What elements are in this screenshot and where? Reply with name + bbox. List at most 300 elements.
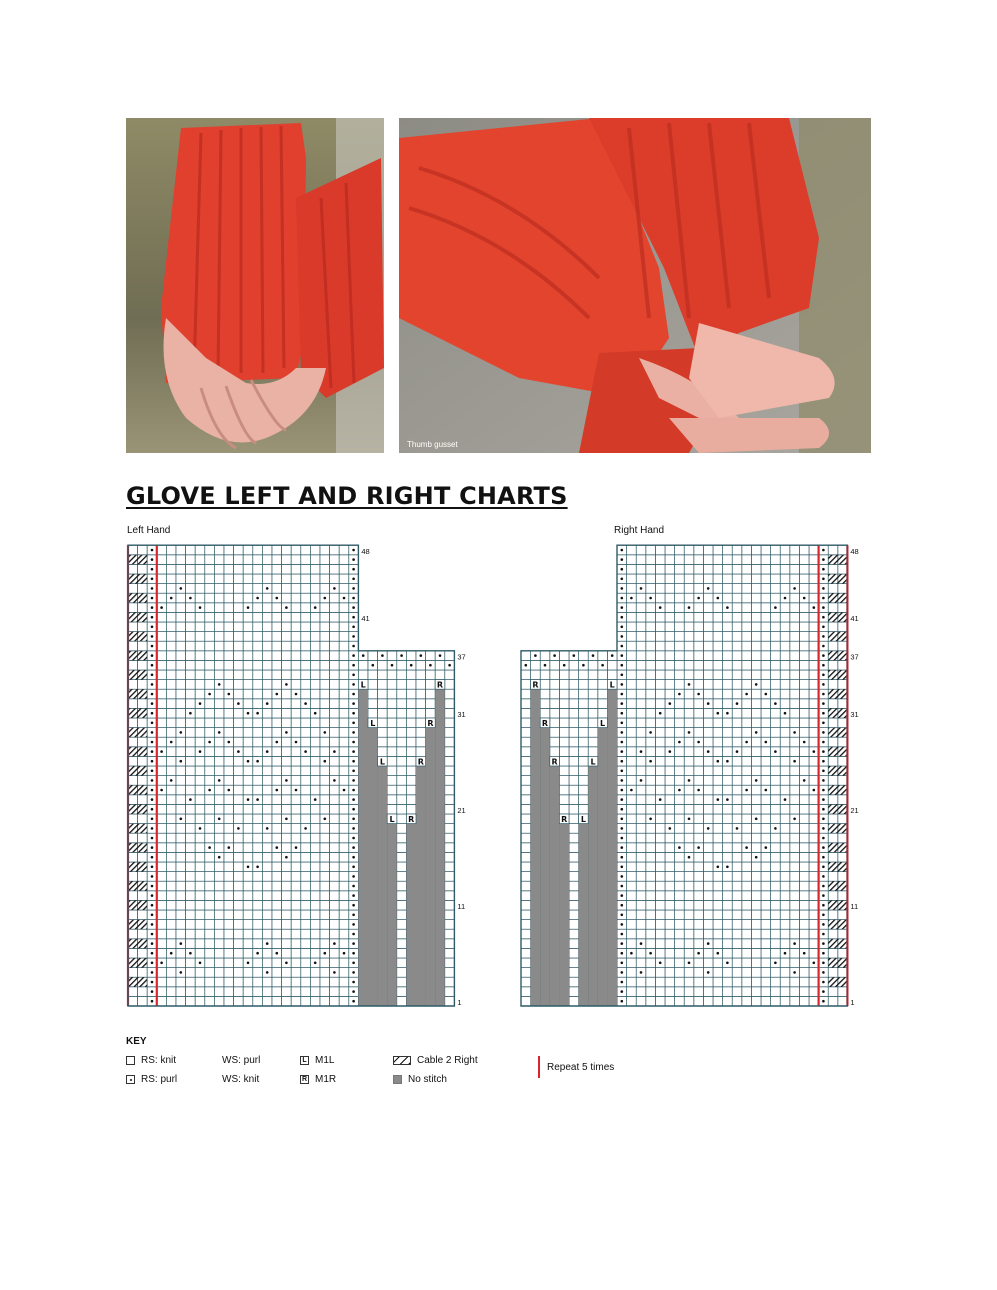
stitch-cell [521, 670, 531, 680]
stitch-cell [780, 910, 790, 920]
motif-purl-dot [256, 798, 259, 801]
cable-2-right-icon [128, 958, 147, 968]
stitch-cell [282, 929, 292, 939]
stitch-cell [703, 910, 713, 920]
stitch-cell [253, 910, 263, 920]
stitch-cell [694, 670, 704, 680]
stitch-cell [540, 680, 550, 690]
stitch-cell [214, 785, 224, 795]
stitch-cell [703, 660, 713, 670]
stitch-cell [224, 545, 234, 555]
stitch-cell [282, 622, 292, 632]
stitch-cell [243, 804, 253, 814]
purl-dot-icon [621, 923, 624, 926]
stitch-cell [310, 996, 320, 1006]
stitch-cell [166, 939, 176, 949]
stitch-cell [703, 804, 713, 814]
motif-purl-dot [333, 779, 336, 782]
purl-dot-icon [151, 827, 154, 830]
stitch-cell [799, 660, 809, 670]
stitch-cell [445, 872, 455, 882]
stitch-cell [646, 699, 656, 709]
stitch-cell [799, 785, 809, 795]
stitch-cell [195, 651, 205, 661]
purl-dot-icon [352, 750, 355, 753]
purl-dot-icon [352, 760, 355, 763]
purl-dot-icon [621, 626, 624, 629]
stitch-cell [330, 574, 340, 584]
stitch-cell [205, 996, 215, 1006]
stitch-cell [301, 555, 311, 565]
stitch-cell [790, 689, 800, 699]
stitch-cell [521, 680, 531, 690]
stitch-cell [742, 987, 752, 997]
stitch-cell [157, 920, 167, 930]
purl-dot-icon [151, 683, 154, 686]
stitch-cell [751, 977, 761, 987]
row-number: 11 [850, 902, 859, 911]
stitch-cell [559, 728, 569, 738]
motif-purl-dot [736, 702, 739, 705]
m1l-marker: L [590, 757, 596, 767]
purl-dot-icon [151, 693, 154, 696]
stitch-cell [214, 833, 224, 843]
stitch-cell [253, 564, 263, 574]
stitch-cell [282, 756, 292, 766]
stitch-cell [253, 804, 263, 814]
stitch-cell [742, 670, 752, 680]
stitch-cell [426, 680, 436, 690]
stitch-cell [157, 584, 167, 594]
stitch-cell [128, 737, 138, 747]
purl-dot-icon [352, 616, 355, 619]
stitch-cell [761, 660, 771, 670]
stitch-cell [665, 900, 675, 910]
stitch-cell [732, 958, 742, 968]
stitch-cell [272, 987, 282, 997]
stitch-cell [646, 891, 656, 901]
stitch-cell [186, 929, 196, 939]
purl-dot-icon [352, 808, 355, 811]
stitch-cell [646, 660, 656, 670]
stitch-cell [799, 632, 809, 642]
stitch-cell [234, 603, 244, 613]
stitch-cell [732, 564, 742, 574]
stitch-cell [253, 776, 263, 786]
stitch-cell [675, 891, 685, 901]
repeat-line-icon [538, 1056, 540, 1078]
stitch-cell [195, 766, 205, 776]
stitch-cell [579, 670, 589, 680]
purl-dot-icon [400, 654, 403, 657]
stitch-cell [780, 651, 790, 661]
stitch-cell [761, 891, 771, 901]
m1r-marker: R [408, 815, 415, 824]
stitch-cell [684, 632, 694, 642]
stitch-cell [723, 660, 733, 670]
stitch-cell [761, 939, 771, 949]
motif-purl-dot [180, 587, 183, 590]
stitch-cell [713, 785, 723, 795]
stitch-cell [771, 632, 781, 642]
stitch-cell [675, 555, 685, 565]
stitch-cell [771, 996, 781, 1006]
stitch-cell [713, 699, 723, 709]
stitch-cell [665, 891, 675, 901]
stitch-cell [301, 766, 311, 776]
stitch-cell [214, 900, 224, 910]
cable-2-right-icon [828, 670, 847, 680]
stitch-cell [838, 795, 848, 805]
stitch-cell [675, 814, 685, 824]
motif-purl-dot [697, 846, 700, 849]
stitch-cell [713, 718, 723, 728]
motif-purl-dot [170, 597, 173, 600]
stitch-cell [406, 651, 416, 661]
stitch-cell [157, 737, 167, 747]
stitch-cell [330, 804, 340, 814]
stitch-cell [445, 680, 455, 690]
stitch-cell [559, 708, 569, 718]
stitch-cell [799, 795, 809, 805]
stitch-cell [838, 968, 848, 978]
stitch-cell [780, 737, 790, 747]
purl-dot-icon [544, 664, 547, 667]
stitch-cell [301, 641, 311, 651]
stitch-cell [205, 660, 215, 670]
stitch-cell [282, 737, 292, 747]
stitch-cell [799, 843, 809, 853]
stitch-cell [569, 795, 579, 805]
stitch-cell [195, 929, 205, 939]
stitch-cell [675, 603, 685, 613]
stitch-cell [521, 766, 531, 776]
stitch-cell [262, 670, 272, 680]
stitch-cell [742, 699, 752, 709]
purl-dot-icon [151, 846, 154, 849]
motif-purl-dot [170, 952, 173, 955]
stitch-cell [157, 651, 167, 661]
stitch-cell [224, 881, 234, 891]
stitch-cell [224, 920, 234, 930]
stitch-cell [406, 804, 416, 814]
stitch-cell [157, 795, 167, 805]
stitch-cell [253, 622, 263, 632]
motif-purl-dot [285, 962, 288, 965]
stitch-cell [723, 920, 733, 930]
stitch-cell [186, 814, 196, 824]
stitch-cell [723, 891, 733, 901]
purl-dot-icon [611, 654, 614, 657]
stitch-cell [330, 977, 340, 987]
purl-dot-icon [621, 904, 624, 907]
stitch-cell [713, 670, 723, 680]
stitch-cell [588, 728, 598, 738]
stitch-cell [310, 920, 320, 930]
motif-purl-dot [717, 597, 720, 600]
stitch-cell [205, 564, 215, 574]
stitch-cell [205, 987, 215, 997]
stitch-cell [655, 939, 665, 949]
stitch-cell [723, 622, 733, 632]
purl-dot-icon [352, 1000, 355, 1003]
stitch-cell [655, 728, 665, 738]
purl-dot-icon [822, 683, 825, 686]
stitch-cell [214, 641, 224, 651]
stitch-cell [751, 641, 761, 651]
stitch-cell [291, 699, 301, 709]
stitch-cell [243, 939, 253, 949]
stitch-cell [397, 852, 407, 862]
stitch-cell [253, 996, 263, 1006]
stitch-cell [214, 881, 224, 891]
stitch-cell [243, 622, 253, 632]
stitch-cell [732, 574, 742, 584]
stitch-cell [799, 766, 809, 776]
stitch-cell [128, 603, 138, 613]
stitch-cell [646, 910, 656, 920]
stitch-cell [224, 929, 234, 939]
stitch-cell [675, 881, 685, 891]
stitch-cell [320, 612, 330, 622]
stitch-cell [301, 939, 311, 949]
stitch-cell [176, 632, 186, 642]
stitch-cell [646, 958, 656, 968]
stitch-cell [751, 737, 761, 747]
stitch-cell [243, 545, 253, 555]
stitch-cell [339, 728, 349, 738]
motif-purl-dot [343, 789, 346, 792]
stitch-cell [186, 680, 196, 690]
stitch-cell [262, 660, 272, 670]
stitch-cell [559, 670, 569, 680]
stitch-cell [406, 756, 416, 766]
no-stitch-column [607, 680, 617, 1006]
stitch-cell [176, 824, 186, 834]
stitch-cell [128, 756, 138, 766]
stitch-cell [397, 977, 407, 987]
stitch-cell [253, 814, 263, 824]
stitch-cell [742, 564, 752, 574]
stitch-cell [272, 872, 282, 882]
stitch-cell [790, 843, 800, 853]
stitch-cell [713, 622, 723, 632]
stitch-cell [272, 977, 282, 987]
stitch-cell [301, 718, 311, 728]
stitch-cell [224, 862, 234, 872]
stitch-cell [243, 872, 253, 882]
stitch-cell [838, 996, 848, 1006]
purl-dot-icon [621, 827, 624, 830]
stitch-cell [742, 814, 752, 824]
stitch-cell [627, 632, 637, 642]
motif-purl-dot [199, 827, 202, 830]
stitch-cell [636, 670, 646, 680]
motif-purl-dot [707, 702, 710, 705]
motif-purl-dot [630, 952, 633, 955]
stitch-cell [732, 651, 742, 661]
stitch-cell [655, 718, 665, 728]
stitch-cell [243, 680, 253, 690]
stitch-cell [521, 920, 531, 930]
stitch-cell [157, 948, 167, 958]
stitch-cell [684, 862, 694, 872]
cable-2-right-icon [828, 632, 847, 642]
stitch-cell [310, 641, 320, 651]
stitch-cell [636, 593, 646, 603]
purl-dot-icon [352, 587, 355, 590]
stitch-cell [723, 824, 733, 834]
stitch-cell [262, 862, 272, 872]
stitch-cell [358, 660, 368, 670]
stitch-cell [176, 910, 186, 920]
stitch-cell [214, 929, 224, 939]
stitch-cell [426, 708, 436, 718]
stitch-cell [224, 718, 234, 728]
purl-dot-icon [621, 597, 624, 600]
stitch-cell [243, 785, 253, 795]
stitch-cell [761, 968, 771, 978]
stitch-cell [301, 929, 311, 939]
stitch-cell [809, 996, 819, 1006]
stitch-cell [550, 737, 560, 747]
stitch-cell [761, 555, 771, 565]
stitch-cell [799, 939, 809, 949]
stitch-cell [809, 862, 819, 872]
stitch-cell [378, 680, 388, 690]
stitch-cell [445, 843, 455, 853]
stitch-cell [771, 920, 781, 930]
stitch-cell [176, 852, 186, 862]
stitch-cell [253, 641, 263, 651]
stitch-cell [646, 939, 656, 949]
stitch-cell [694, 718, 704, 728]
stitch-cell [665, 660, 675, 670]
purl-dot-icon [822, 635, 825, 638]
stitch-cell [655, 766, 665, 776]
stitch-cell [138, 622, 148, 632]
stitch-cell [655, 968, 665, 978]
stitch-cell [138, 660, 148, 670]
stitch-cell [569, 852, 579, 862]
motif-purl-dot [285, 779, 288, 782]
stitch-cell [665, 680, 675, 690]
stitch-cell [234, 641, 244, 651]
stitch-cell [166, 555, 176, 565]
stitch-cell [713, 910, 723, 920]
purl-dot-icon [151, 741, 154, 744]
motif-purl-dot [669, 750, 672, 753]
stitch-cell [636, 987, 646, 997]
purl-dot-icon [621, 741, 624, 744]
stitch-cell [176, 929, 186, 939]
motif-purl-dot [237, 750, 240, 753]
purl-dot-icon [621, 789, 624, 792]
stitch-cell [291, 622, 301, 632]
row-number: 11 [457, 902, 466, 911]
stitch-cell [588, 670, 598, 680]
stitch-cell [262, 814, 272, 824]
purl-dot-icon [429, 664, 432, 667]
motif-purl-dot [247, 866, 250, 869]
stitch-cell [416, 660, 426, 670]
stitch-cell [205, 718, 215, 728]
stitch-cell [224, 824, 234, 834]
stitch-cell [205, 651, 215, 661]
stitch-cell [397, 948, 407, 958]
stitch-cell [751, 689, 761, 699]
stitch-cell [224, 795, 234, 805]
stitch-cell [703, 737, 713, 747]
stitch-cell [339, 756, 349, 766]
stitch-cell [330, 670, 340, 680]
cable-2-right-icon [828, 612, 847, 622]
purl-dot-icon [151, 971, 154, 974]
stitch-cell [694, 564, 704, 574]
stitch-cell [636, 910, 646, 920]
stitch-cell [799, 718, 809, 728]
purl-dot-icon [352, 654, 355, 657]
purl-dot-icon [151, 549, 154, 552]
m1r-icon: R [301, 1076, 308, 1083]
stitch-cell [723, 555, 733, 565]
stitch-cell [157, 632, 167, 642]
stitch-cell [272, 939, 282, 949]
stitch-cell [655, 843, 665, 853]
stitch-cell [636, 574, 646, 584]
stitch-cell [742, 728, 752, 738]
purl-dot-icon [151, 866, 154, 869]
purl-dot-icon [352, 866, 355, 869]
stitch-cell [272, 776, 282, 786]
stitch-cell [646, 632, 656, 642]
stitch-cell [780, 699, 790, 709]
stitch-cell [330, 660, 340, 670]
stitch-cell [828, 948, 838, 958]
stitch-cell [809, 824, 819, 834]
stitch-cell [809, 795, 819, 805]
stitch-cell [166, 632, 176, 642]
stitch-cell [703, 641, 713, 651]
purl-dot-icon [151, 798, 154, 801]
stitch-cell [655, 804, 665, 814]
knit-square-icon [126, 1056, 135, 1065]
stitch-cell [751, 785, 761, 795]
stitch-cell [301, 987, 311, 997]
stitch-cell [368, 699, 378, 709]
stitch-cell [166, 996, 176, 1006]
stitch-cell [838, 756, 848, 766]
stitch-cell [675, 804, 685, 814]
stitch-cell [665, 564, 675, 574]
stitch-cell [397, 804, 407, 814]
stitch-cell [157, 881, 167, 891]
motif-purl-dot [755, 731, 758, 734]
stitch-cell [176, 785, 186, 795]
cable-2-right-icon [128, 862, 147, 872]
stitch-cell [665, 670, 675, 680]
stitch-cell [262, 804, 272, 814]
motif-purl-dot [180, 942, 183, 945]
stitch-cell [291, 910, 301, 920]
stitch-cell [205, 910, 215, 920]
stitch-cell [166, 795, 176, 805]
stitch-cell [445, 920, 455, 930]
stitch-cell [655, 612, 665, 622]
stitch-cell [559, 651, 569, 661]
stitch-cell [771, 795, 781, 805]
stitch-cell [224, 776, 234, 786]
